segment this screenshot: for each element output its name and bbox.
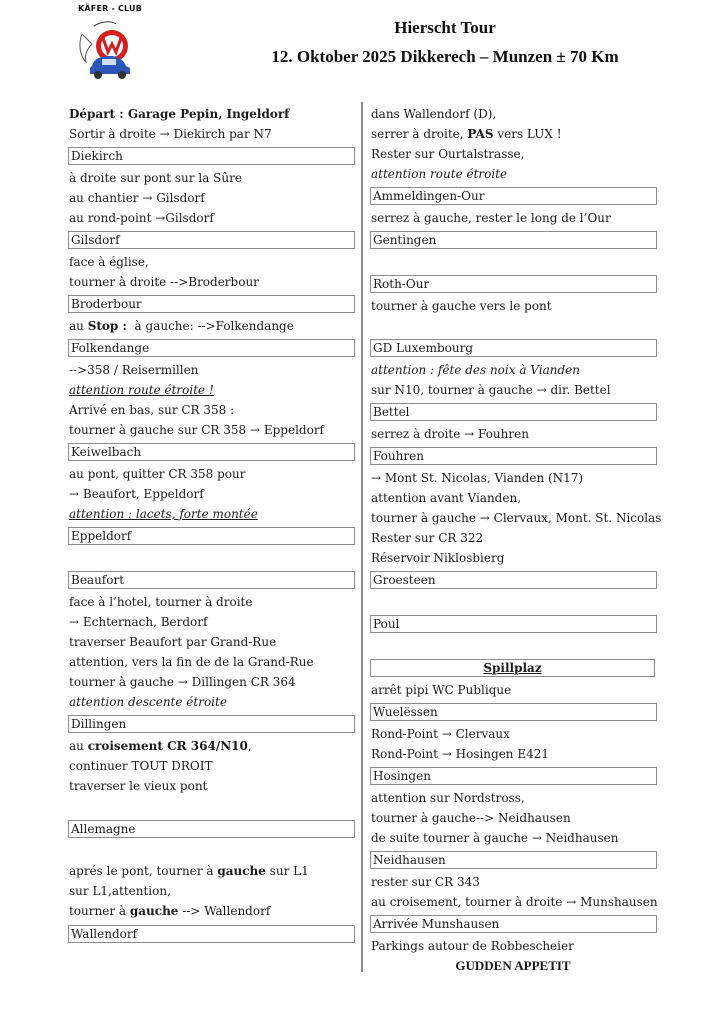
warning-line: attention : fête des noix à Vianden [371,363,580,377]
departure-line: Départ : Garage Pepin, Ingeldorf [69,107,290,121]
direction-line: à droite sur pont sur la Sûre [69,171,242,185]
direction-line: au croisement CR 364/N10, [69,739,252,753]
direction-line: Parkings autour de Robbescheier [371,939,574,953]
direction-line: Réservoir Niklosbierg [371,551,505,565]
waypoint-box-gentingen: Gentingen [370,231,657,249]
direction-line: attention, vers la fin de de la Grand-Rue [69,655,314,669]
direction-line: tourner à gauche--> Neidhausen [371,811,571,825]
direction-line: au chantier → Gilsdorf [69,191,205,205]
direction-line: au Stop : à gauche: -->Folkendange [69,319,294,333]
waypoint-box-wuelessen: Wuelëssen [370,703,657,721]
direction-line: rester sur CR 343 [371,875,480,889]
direction-line: dans Wallendorf (D), [371,107,497,121]
direction-line: → Mont St. Nicolas, Vianden (N17) [371,471,584,485]
direction-line: serrer à droite, PAS vers LUX ! [371,127,562,141]
direction-line: tourner à gauche sur CR 358 → Eppeldorf [69,423,324,437]
direction-line: serrez à droite → Fouhren [371,427,529,441]
direction-line: tourner à gauche → Dillingen CR 364 [69,675,296,689]
direction-line: tourner à droite -->Broderbour [69,275,259,289]
direction-line: arrêt pipi WC Publique [371,683,512,697]
direction-line: serrez à gauche, rester le long de l’Our [371,211,611,225]
column-divider [361,102,363,972]
closing-message: GUDDEN APPETIT [455,958,571,973]
warning-line: attention : lacets, forte montée [69,507,258,521]
direction-line: Rester sur CR 322 [371,531,484,545]
direction-line: Sortir à droite → Diekirch par N7 [69,127,272,141]
direction-line: face à église, [69,255,149,269]
pas-emphasis: PAS [467,127,494,141]
waypoint-box-spillplaz: Spillplaz [370,659,655,677]
waypoint-box-beaufort: Beaufort [68,571,355,589]
waypoint-box-wallendorf: Wallendorf [68,925,355,943]
waypoint-box-groesteen: Groesteen [370,571,657,589]
kaefer-club-logo [70,4,143,84]
waypoint-box-keiwelbach: Keiwelbach [68,443,355,461]
direction-line: tourner à gauche → Clervaux, Mont. St. Nicolas [371,511,662,525]
direction-line: traverser Beaufort par Grand-Rue [69,635,277,649]
direction-line: → Beaufort, Eppeldorf [69,487,204,501]
waypoint-box-allemagne: Allemagne [68,820,355,838]
waypoint-box-hosingen: Hosingen [370,767,657,785]
logo-text: KÄFER - CLUB [78,4,143,13]
direction-line: tourner à gauche vers le pont [371,299,552,313]
direction-line: sur L1,attention, [69,884,171,898]
warning-line: attention route étroite [371,167,508,181]
waypoint-box-gd-luxembourg: GD Luxembourg [370,339,657,357]
gauche-emphasis: gauche [217,864,266,878]
direction-line: Rond-Point → Hosingen E421 [371,747,550,761]
warning-line: attention route étroite ! [69,383,214,397]
direction-line: sur N10, tourner à gauche → dir. Bettel [371,383,611,397]
waypoint-box-neidhausen: Neidhausen [370,851,657,869]
waypoint-box-dillingen: Dillingen [68,715,355,733]
waypoint-box-bettel: Bettel [370,403,657,421]
direction-line: traverser le vieux pont [69,779,208,793]
waypoint-box-roth-our: Roth-Our [370,275,657,293]
waypoint-box-arrivee: Arrivée Munshausen [370,915,657,933]
waypoint-box-ammeldingen: Ammeldingen-Our [370,187,657,205]
direction-line: continuer TOUT DROIT [69,759,213,773]
direction-line: Rester sur Ourtalstrasse, [371,147,525,161]
direction-line: au croisement, tourner à droite → Munshausen [371,895,658,909]
direction-line: -->358 / Reisermillen [69,363,199,377]
direction-line: Arrivé en bas, sur CR 358 : [69,403,235,417]
waypoint-box-broderbour: Broderbour [68,295,355,313]
waypoint-box-eppeldorf: Eppeldorf [68,527,355,545]
warning-line: attention descente étroite [69,695,227,709]
direction-line: au rond-point →Gilsdorf [69,211,214,225]
direction-line: aprés le pont, tourner à gauche sur L1 [69,864,309,878]
waypoint-box-gilsdorf: Gilsdorf [68,231,355,249]
direction-line: → Echternach, Berdorf [69,615,208,629]
crossing-emphasis: croisement CR 364/N10 [87,739,248,753]
page-subtitle: 12. Oktober 2025 Dikkerech – Munzen ± 70 Km [271,47,619,66]
direction-line: face à l’hotel, tourner à droite [69,595,253,609]
direction-line: Rond-Point → Clervaux [371,727,510,741]
waypoint-box-folkendange: Folkendange [68,339,355,357]
waypoint-box-poul: Poul [370,615,657,633]
direction-line: tourner à gauche --> Wallendorf [69,904,271,918]
direction-line: de suite tourner à gauche → Neidhausen [371,831,619,845]
page-title: Hierscht Tour [394,18,496,37]
waypoint-box-fouhren: Fouhren [370,447,657,465]
direction-line: attention sur Nordstross, [371,791,525,805]
direction-line: au pont, quitter CR 358 pour [69,467,246,481]
gauche-emphasis: gauche [129,904,179,918]
direction-line: attention avant Vianden, [371,491,522,505]
waypoint-box-diekirch: Diekirch [68,147,355,165]
stop-emphasis: Stop : [87,319,127,333]
